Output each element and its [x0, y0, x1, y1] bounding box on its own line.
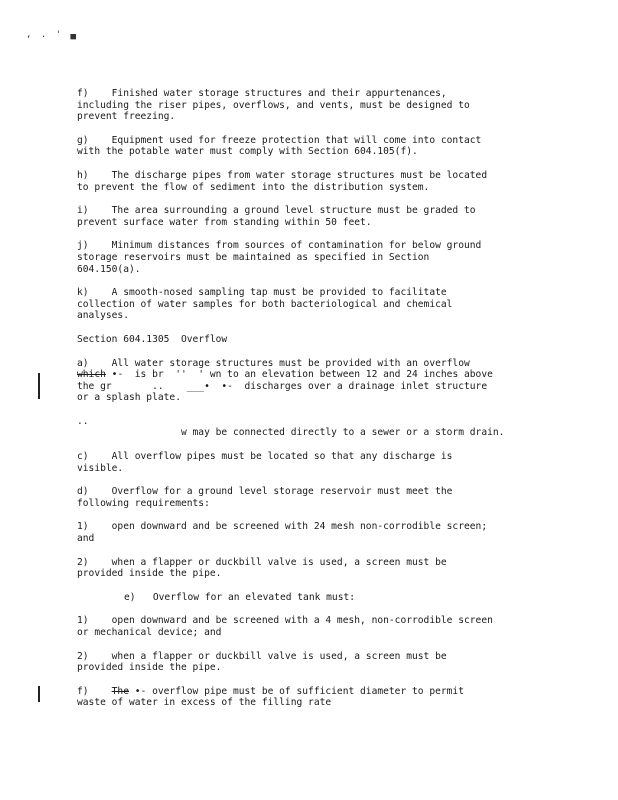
overflow-paragraph-c: c) All overflow pipes must be located so that any discharge is visible. [77, 451, 453, 474]
struck-text: The [111, 685, 129, 697]
paragraph-f-prefix: f) [77, 685, 112, 697]
overflow-item-d2: 2) when a flapper or duckbill valve is used, a screen must be provided inside the pipe. [77, 556, 447, 580]
paragraph-h: h) The discharge pipes from water storage structures must be located to prevent the flow of sediment into the distribution system. [77, 169, 488, 193]
overflow-paragraph-d: d) Overflow for a ground level storage reservoir must meet the following requirements: [77, 486, 453, 509]
paragraph-f: f) Finished water storage structures and their appurtenances, including the riser pipes, overflows, and vents, must be designed to prevent freezing. [77, 88, 470, 123]
section-heading: Section 604.1305 Overflow [77, 333, 228, 345]
revision-bar [38, 686, 40, 702]
struck-text: which [77, 369, 106, 381]
overflow-paragraph-a [77, 358, 537, 404]
paragraph-a-rest: •- is br '' ' wn to an elevation between 12 and 24 inches above the gr .. ___• •- discharges over a drainage inlet structure or a splash plate. [77, 369, 493, 404]
overflow-paragraph-f [77, 686, 537, 709]
paragraph-k: k) A smooth-nosed sampling tap must be provided to facilitate collection of water samples for both bacteriological and chemical analyses. [77, 287, 453, 322]
overflow-paragraph-e: e) Overflow for an elevated tank must: [124, 591, 356, 603]
scan-artifact-mark: , . ' ▄ [26, 30, 78, 40]
overflow-item-d1: 1) open downward and be screened with 24 mesh non-corrodible screen; and [77, 521, 488, 545]
overflow-item-e1: 1) open downward and be screened with a 4 mesh, non-corrodible screen or mechanical device; and [77, 615, 493, 638]
overflow-item-e2: 2) when a flapper or duckbill valve is used, a screen must be provided inside the pipe. [77, 650, 447, 674]
paragraph-j: j) Minimum distances from sources of contamination for below ground storage reservoirs must be maintained as specified in Section 604.150(a). [77, 240, 482, 275]
revision-bar [38, 373, 40, 399]
paragraph-i: i) The area surrounding a ground level structure must be graded to prevent surface water from standing within 50 feet. [77, 205, 476, 228]
paragraph-f-rest: •- overflow pipe must be of sufficient diameter to permit waste of water in excess of the filling rate [77, 685, 464, 709]
paragraph-a-prefix: a) All water storage structures must be provided with an overflow [77, 357, 470, 369]
overflow-paragraph-b: .. w may be connected directly to a sewer or a storm drain. [77, 415, 505, 439]
paragraph-g: g) Equipment used for freeze protection that will come into contact with the potable water must comply with Section 604.105(f). [77, 134, 482, 158]
document-body [77, 88, 537, 721]
